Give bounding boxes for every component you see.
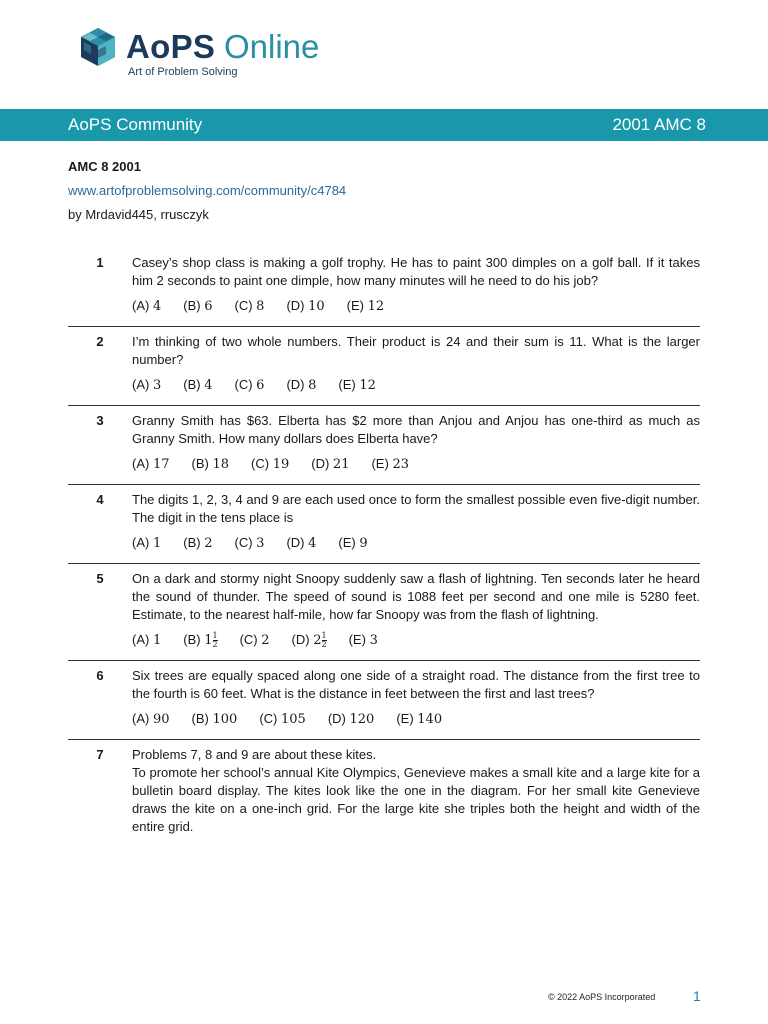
banner-contest-title: 2001 AMC 8: [612, 115, 706, 134]
answer-choice: [311, 455, 349, 474]
choice-value: 4: [308, 536, 317, 551]
choice-value: 120: [349, 712, 375, 727]
choice-value: 1: [204, 633, 213, 648]
answer-choices: [132, 534, 700, 553]
answer-choice: [235, 534, 265, 553]
problem-list: [68, 248, 700, 846]
problem-text: Granny Smith has $63. Elberta has $2 more than Anjou and Anjou has one-third as much as Granny Smith. How many dollars does Elberta have?: [132, 413, 700, 446]
choice-value: 3: [256, 536, 265, 551]
logo-aops-text: AoPS: [126, 28, 216, 65]
answer-choice: [286, 534, 316, 553]
answer-choice: [192, 710, 238, 729]
choice-label: (A): [132, 535, 150, 550]
choice-label: (C): [239, 632, 258, 647]
answer-choices: [132, 297, 700, 316]
choice-label: (C): [234, 377, 253, 392]
choice-label: (E): [348, 632, 366, 647]
choice-label: (B): [183, 535, 201, 550]
answer-choice: [396, 710, 442, 729]
choice-label: (D): [286, 377, 305, 392]
choice-value: 23: [392, 457, 409, 472]
problem-number: 4: [96, 492, 104, 507]
problem-item: [68, 406, 700, 485]
answer-choice: [338, 376, 376, 395]
answer-choice: [183, 534, 212, 553]
fraction-numerator: 1: [212, 631, 218, 641]
problem-item: [68, 564, 700, 661]
answer-choice: [347, 297, 385, 316]
problem-text: Problems 7, 8 and 9 are about these kites.: [132, 747, 377, 762]
answer-choice: [240, 631, 270, 650]
problem-number: 6: [96, 668, 104, 683]
answer-choice: [235, 297, 265, 316]
choice-value: 12: [367, 299, 385, 314]
problem-body: [132, 333, 700, 395]
choice-fraction: [322, 632, 327, 649]
answer-choice: [286, 376, 316, 395]
choice-value: 3: [369, 633, 378, 648]
problem-text: On a dark and stormy night Snoopy suddenly saw a flash of lightning. Ten seconds later he heard the sound of thunder. The speed of sound is 1088 feet per second and one mile is 5280 feet. Estimate, to the nearest half-mile, how far Snoopy was from the flash of lightning.: [132, 571, 700, 622]
choice-value: 4: [204, 378, 213, 393]
choice-label: (B): [183, 632, 201, 647]
choice-label: (C): [234, 535, 253, 550]
answer-choice: [259, 710, 306, 729]
answer-choice: [292, 631, 327, 650]
authors-line: by Mrdavid445, rrusczyk: [68, 207, 209, 222]
choice-label: (D): [286, 535, 305, 550]
choice-value: 9: [359, 536, 368, 551]
fraction-denominator: 2: [212, 640, 218, 650]
choice-label: (B): [183, 377, 201, 392]
answer-choice: [132, 631, 161, 650]
fraction-denominator: 2: [321, 640, 327, 650]
page-number: 1: [693, 988, 701, 1004]
problem-number: 3: [96, 413, 104, 428]
problem-body: [132, 254, 700, 316]
answer-choice: [132, 376, 161, 395]
document-title: AMC 8 2001: [68, 159, 141, 174]
choice-label: (E): [371, 456, 389, 471]
choice-label: (D): [311, 456, 330, 471]
choice-label: (A): [132, 377, 150, 392]
problem-item: [68, 248, 700, 327]
choice-value: 17: [152, 457, 170, 472]
choice-value: 100: [212, 712, 238, 727]
problem-text: I’m thinking of two whole numbers. Their product is 24 and their sum is 11. What is the larger number?: [132, 334, 700, 367]
answer-choices: [132, 631, 700, 650]
choice-label: (D): [286, 298, 305, 313]
choice-value: 3: [152, 378, 162, 393]
choice-value: 140: [417, 712, 443, 727]
choice-value: 2: [313, 633, 322, 648]
choice-label: (C): [234, 298, 253, 313]
choice-label: (B): [191, 456, 209, 471]
choice-value: 1: [152, 633, 162, 648]
answer-choice: [371, 455, 409, 474]
answer-choices: [132, 455, 700, 474]
choice-value: 2: [204, 536, 213, 551]
problem-number: 2: [96, 334, 104, 349]
choice-value: 6: [204, 299, 213, 314]
answer-choice: [183, 297, 212, 316]
answer-choice: [132, 455, 170, 474]
choice-label: (E): [338, 377, 356, 392]
footer-copyright: © 2022 AoPS Incorporated: [548, 992, 656, 1002]
answer-choice: [183, 376, 212, 395]
choice-value: 10: [308, 299, 325, 314]
problem-body: [132, 491, 700, 553]
problem-item: [68, 661, 700, 740]
answer-choice: [132, 534, 161, 553]
problem-text: The digits 1, 2, 3, 4 and 9 are each used once to form the smallest possible even five-digit number. The digit in the tens place is: [132, 492, 700, 525]
answer-choice: [328, 710, 375, 729]
problem-body: [132, 667, 700, 729]
aops-logo: [78, 26, 338, 86]
choice-value: 8: [308, 378, 317, 393]
choice-value: 4: [152, 299, 162, 314]
choice-label: (E): [396, 711, 414, 726]
choice-value: 1: [152, 536, 162, 551]
problem-text-continued: To promote her school’s annual Kite Olympics, Genevieve makes a small kite and a large kite for a bulletin board display. The kites look like the one in the diagram. For her small kite Genevieve draws the kite on a one-inch grid. For the large kite she triples both the height and width of the entire grid.: [132, 765, 700, 834]
document-meta: [68, 155, 346, 227]
problem-body: [132, 570, 700, 650]
fraction-numerator: 1: [321, 631, 327, 641]
choice-label: (C): [251, 456, 270, 471]
choice-label: (B): [191, 711, 209, 726]
answer-choice: [132, 710, 170, 729]
banner-community-title: AoPS Community: [68, 115, 203, 134]
choice-value: 6: [256, 378, 265, 393]
answer-choice: [338, 534, 367, 553]
choice-value: 90: [152, 712, 170, 727]
choice-fraction: [213, 632, 218, 649]
answer-choices: [132, 376, 700, 395]
choice-label: (E): [338, 535, 356, 550]
choice-label: (B): [183, 298, 201, 313]
choice-label: (D): [327, 711, 346, 726]
choice-value: 19: [272, 457, 290, 472]
choice-label: (A): [132, 298, 150, 313]
community-link[interactable]: www.artofproblemsolving.com/community/c4784: [68, 183, 347, 198]
choice-value: 18: [212, 457, 230, 472]
problem-body: [132, 746, 700, 836]
problem-text: Six trees are equally spaced along one side of a straight road. The distance from the first tree to the fourth is 60 feet. What is the distance in feet between the first and last trees?: [132, 668, 700, 701]
problem-item: [68, 740, 700, 846]
problem-text: Casey’s shop class is making a golf trophy. He has to paint 300 dimples on a golf ball. If it takes him 2 seconds to paint one dimple, how many minutes will he need to do his job?: [132, 255, 700, 288]
answer-choices: [132, 710, 700, 729]
problem-item: [68, 327, 700, 406]
choice-value: 21: [332, 457, 350, 472]
problem-body: [132, 412, 700, 474]
choice-value: 12: [359, 378, 376, 393]
choice-label: (D): [291, 632, 310, 647]
logo-online-text: Online: [224, 28, 320, 65]
choice-value: 2: [261, 633, 270, 648]
choice-label: (A): [132, 632, 150, 647]
aops-cube-icon: [78, 26, 118, 68]
answer-choice: [183, 631, 217, 650]
problem-number: 1: [96, 255, 104, 270]
choice-label: (A): [132, 456, 150, 471]
answer-choice: [286, 297, 324, 316]
choice-value: 8: [256, 299, 265, 314]
answer-choice: [349, 631, 378, 650]
problem-number: 5: [96, 571, 104, 586]
choice-label: (C): [259, 711, 278, 726]
problem-item: [68, 485, 700, 564]
answer-choice: [132, 297, 161, 316]
answer-choice: [235, 376, 265, 395]
header-banner: [0, 109, 768, 141]
problem-number: 7: [96, 747, 104, 762]
answer-choice: [192, 455, 230, 474]
logo-tagline: Art of Problem Solving: [128, 66, 238, 78]
answer-choice: [251, 455, 289, 474]
choice-label: (E): [346, 298, 365, 313]
choice-label: (A): [132, 711, 150, 726]
choice-value: 105: [280, 712, 306, 727]
